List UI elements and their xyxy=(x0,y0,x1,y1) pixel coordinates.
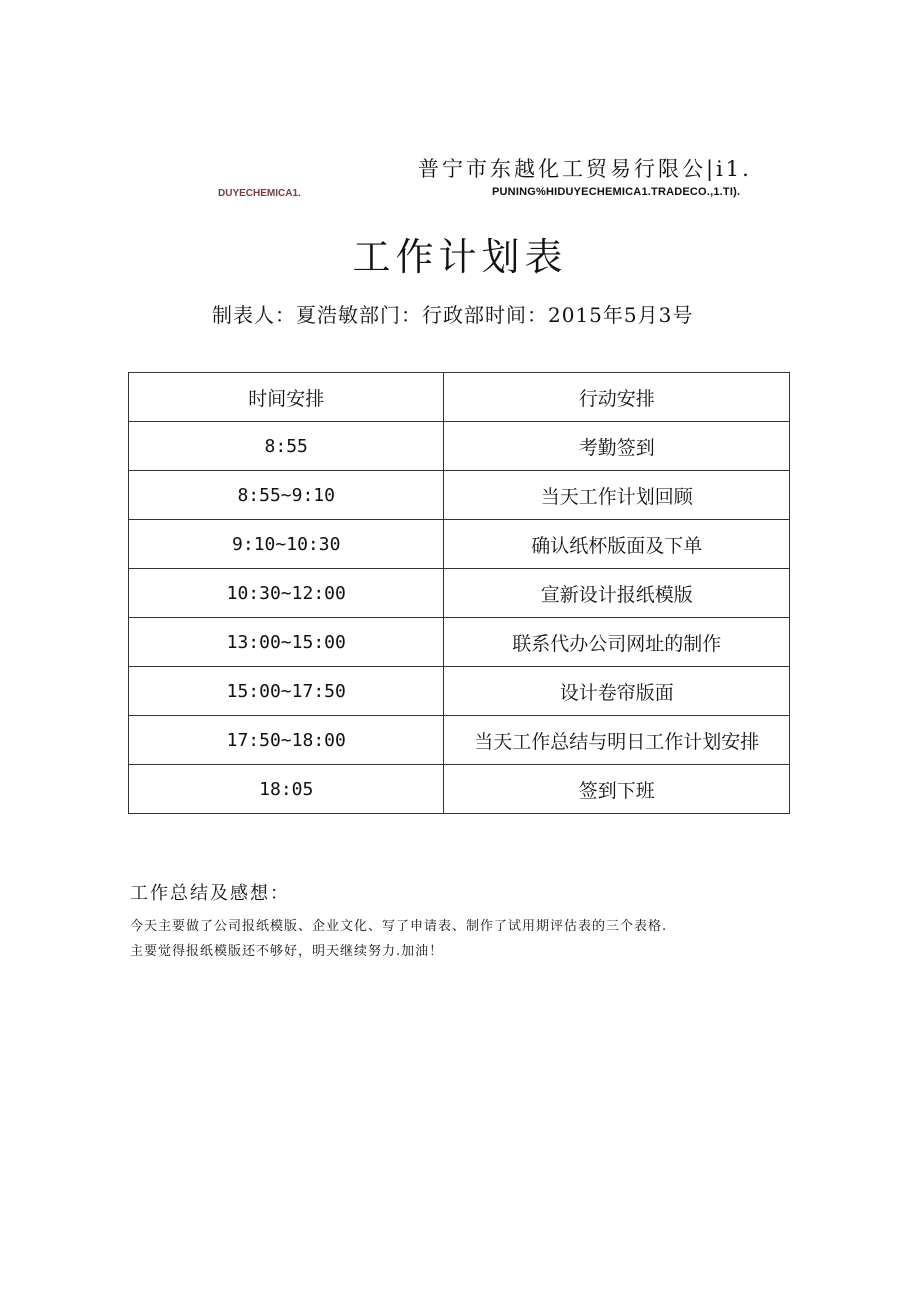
summary-text xyxy=(130,914,667,964)
document-title: 工作计划表 xyxy=(352,235,568,279)
table-header-row xyxy=(129,373,790,422)
time-cell: 18:05 xyxy=(129,765,444,814)
summary-heading: 工作总结及感想： xyxy=(130,883,290,904)
table-row xyxy=(129,569,790,618)
action-cell: 当天工作计划回顾 xyxy=(444,471,790,520)
column-header-time: 时间安排 xyxy=(129,373,444,422)
action-cell: 当天工作总结与明日工作计划安排 xyxy=(444,716,790,765)
table-row xyxy=(129,765,790,814)
table-row xyxy=(129,422,790,471)
action-cell: 确认纸杯版面及下单 xyxy=(444,520,790,569)
action-cell: 联系代办公司网址的制作 xyxy=(444,618,790,667)
table-row xyxy=(129,520,790,569)
time-cell: 10:30~12:00 xyxy=(129,569,444,618)
company-logo-text: DUYECHEMICA1. xyxy=(218,188,301,199)
action-cell: 设计卷帘版面 xyxy=(444,667,790,716)
action-cell: 宣新设计报纸模版 xyxy=(444,569,790,618)
table-row xyxy=(129,667,790,716)
time-cell: 8:55 xyxy=(129,422,444,471)
time-cell: 17:50~18:00 xyxy=(129,716,444,765)
action-cell: 签到下班 xyxy=(444,765,790,814)
action-cell: 考勤签到 xyxy=(444,422,790,471)
time-cell: 15:00~17:50 xyxy=(129,667,444,716)
time-cell: 9:10~10:30 xyxy=(129,520,444,569)
table-row xyxy=(129,716,790,765)
table-row xyxy=(129,471,790,520)
company-name-cn: 普宁市东越化工贸易行限公|i1. xyxy=(418,157,752,181)
time-cell: 13:00~15:00 xyxy=(129,618,444,667)
time-cell: 8:55~9:10 xyxy=(129,471,444,520)
schedule-table xyxy=(128,372,790,814)
company-name-en: PUNING%HIDUYECHEMICA1.TRADECO.,1.TI). xyxy=(492,186,741,198)
table-row xyxy=(129,618,790,667)
document-meta-line: 制表人：夏浩敏部门：行政部时间：2015年5月3号 xyxy=(212,303,694,327)
summary-line: 今天主要做了公司报纸模版、企业文化、写了申请表、制作了试用期评估表的三个表格. xyxy=(130,919,668,934)
column-header-action: 行动安排 xyxy=(444,373,790,422)
summary-line: 主要觉得报纸模版还不够好，明天继续努力.加油！ xyxy=(130,944,444,959)
